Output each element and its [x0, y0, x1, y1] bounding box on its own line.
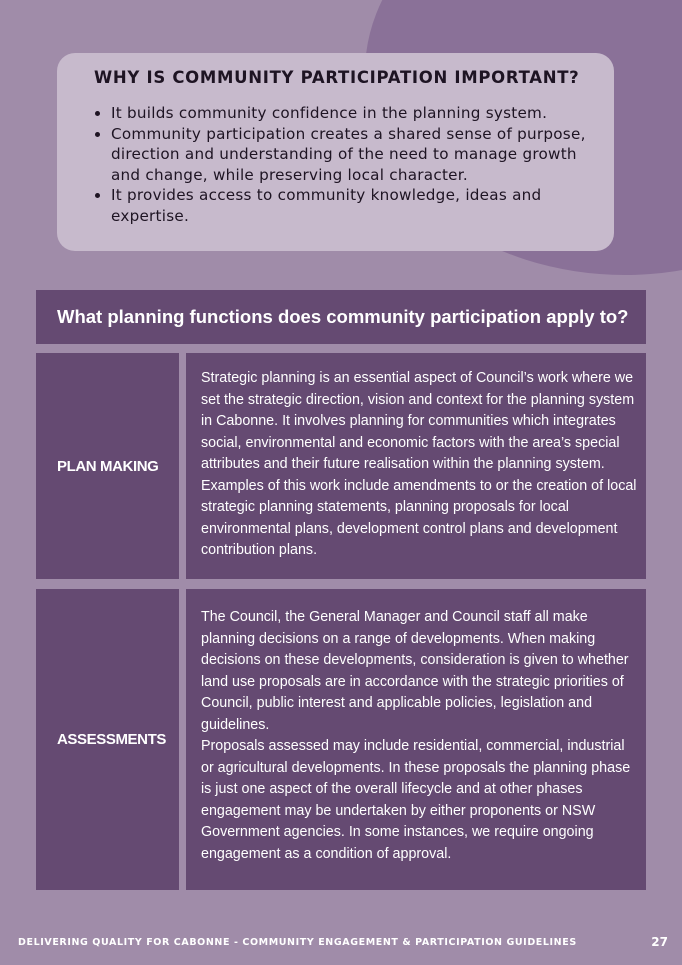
plan-making-label-cell — [36, 353, 179, 579]
plan-making-content-cell — [186, 353, 646, 579]
callout-bullet: • It builds community confidence in the planning system. — [111, 103, 592, 124]
row-paragraph: The Council, the General Manager and Council staff all make planning decisions on a range of developments. When making decisions on these developments, consideration is given to whether land use proposals are in accordance with the strategic priorities of Council, public interest and applicable policies, legislation and guidelines. — [201, 609, 629, 733]
row-paragraph: Proposals assessed may include residential, commercial, industrial or agricultural developments. In these proposals the planning phase is just one aspect of the overall lifecycle and at other phases engagement may be undertaken by either proponents or NSW Government agencies. In some instances, we require ongoing engagement as a condition of approval. — [201, 738, 631, 862]
row-label: ASSESSMENTS — [57, 731, 166, 748]
callout-title: WHY IS COMMUNITY PARTICIPATION IMPORTANT? — [94, 68, 580, 87]
callout-bullet: • It provides access to community knowledge, ideas and expertise. — [111, 185, 592, 226]
page-number: 27 — [651, 935, 668, 949]
section-heading: What planning functions does community participation apply to? — [57, 306, 629, 327]
callout-bullet: • Community participation creates a shared sense of purpose, direction and understanding of the need to manage growth and change, while preserving local character. — [111, 124, 592, 186]
row-paragraph: Strategic planning is an essential aspect of Council’s work where we set the strategic direction, vision and context for the planning system in Cabonne. It involves planning for communities which integrates social, environmental and economic factors with the area’s special attributes and their future realisation within the planning system. Examples of this work include amendments to or the creation of local strategic planning statements, planning proposals for local environmental plans, development control plans and development contribution plans. — [201, 370, 637, 558]
row-label: PLAN MAKING — [57, 457, 159, 475]
footer-text: DELIVERING QUALITY FOR CABONNE - COMMUNITY ENGAGEMENT & PARTICIPATION GUIDELINES — [18, 937, 577, 948]
assessments-label-cell — [36, 589, 179, 890]
section-banner — [36, 290, 646, 344]
assessments-content-cell — [186, 589, 646, 890]
callout-bullet-list — [94, 103, 592, 226]
importance-callout — [57, 53, 614, 251]
